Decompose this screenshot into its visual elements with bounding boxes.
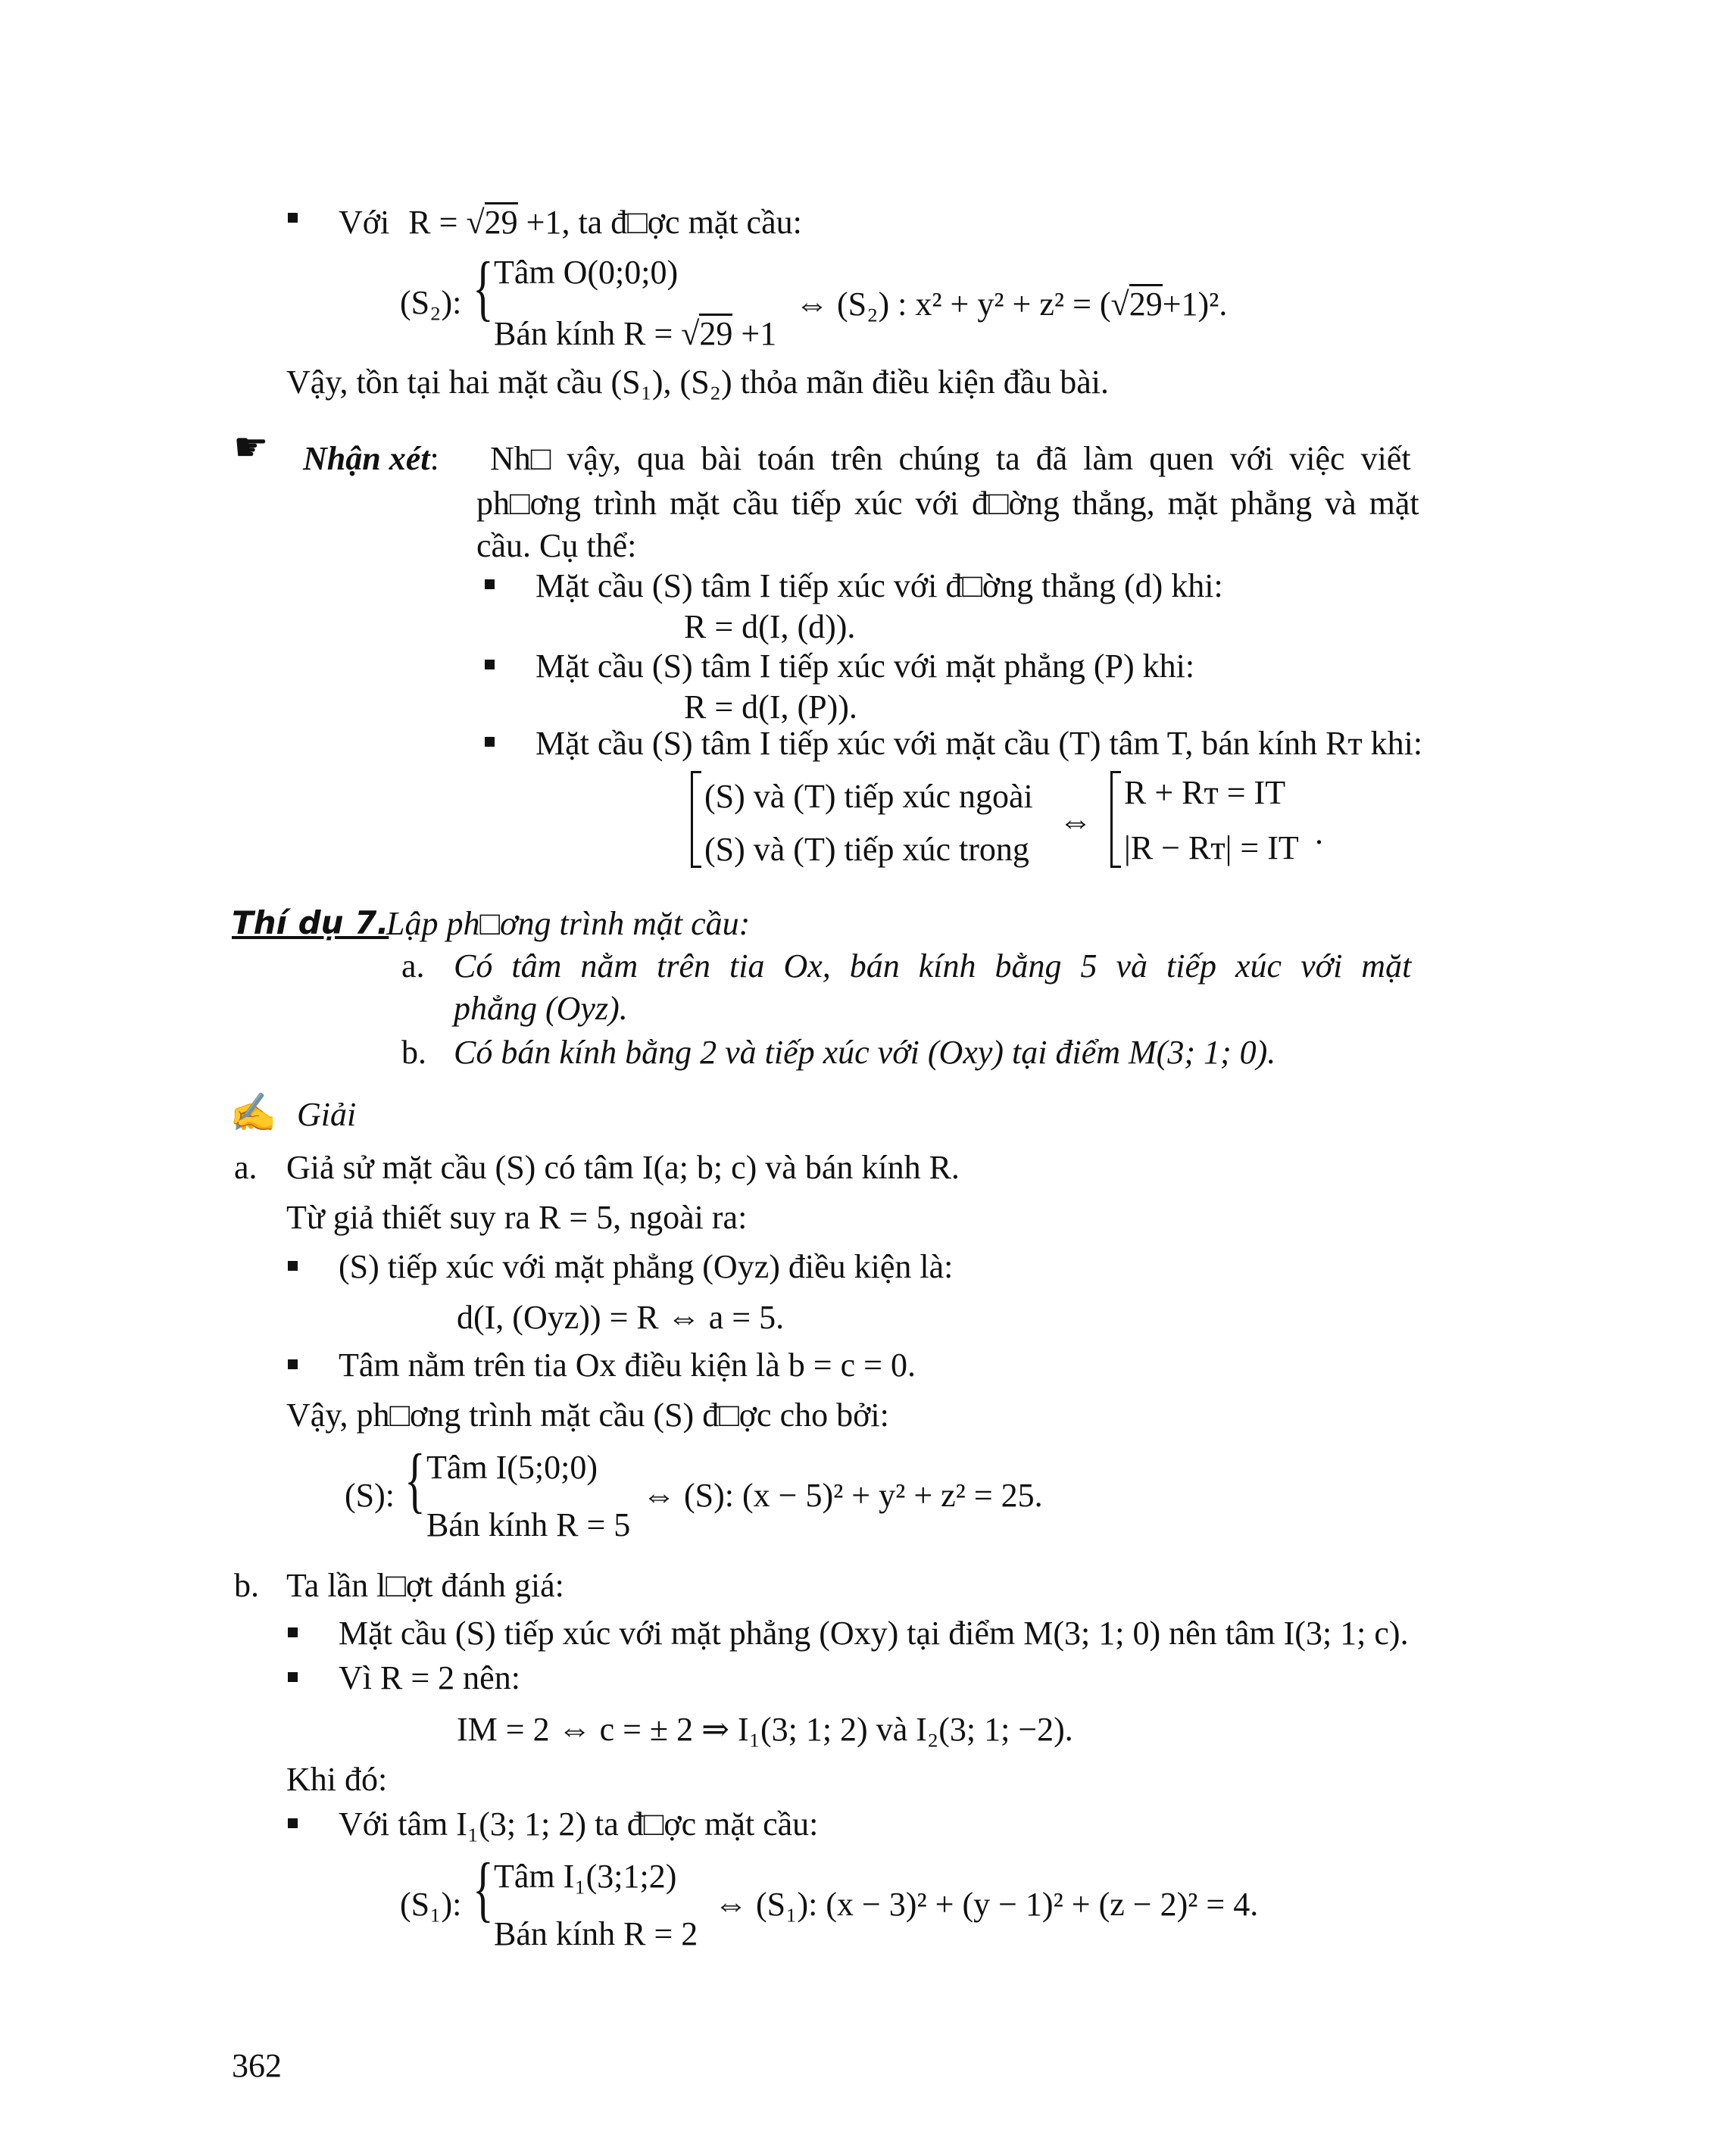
period: . [1315, 814, 1323, 851]
case-internal: (S) và (T) tiếp xúc trong [704, 831, 1029, 868]
bullet [288, 1261, 298, 1271]
remark-label [303, 442, 439, 476]
result-internal-eq: = IT [1240, 829, 1299, 866]
part-a-line-1: Giả sử mặt cầu (S) có tâm I(a; b; c) và bán kính R. [286, 1149, 960, 1186]
remark-bullet-2: Mặt cầu (S) tâm I tiếp xúc với mặt phẳng (P) khi: [535, 648, 1195, 685]
bracket-right [1110, 771, 1113, 868]
case-external: (S) và (T) tiếp xúc ngoài [704, 778, 1033, 815]
s1-center: Tâm I₁(3;1;2) [494, 1858, 677, 1895]
example-title: Lập ph□ơng trình mặt cầu: [386, 905, 751, 942]
part-b-line-3-eq: IM = 2 ⇔ c = ± 2 ⇒ I₁(3; 1; 2) và I₂(3; 1; −2). [457, 1711, 1073, 1748]
s1-radius: Bán kính R = 2 [494, 1915, 698, 1952]
s-radius: Bán kính R = 5 [426, 1506, 631, 1543]
bullet [485, 660, 495, 669]
part-a-line-3: (S) tiếp xúc với mặt phẳng (Oyz) điều kiện là: [339, 1248, 954, 1285]
s2-center: Tâm O(0;0;0) [494, 254, 679, 291]
sqrt-symbol: √ [681, 315, 700, 352]
sqrt-radicand: 29 [1129, 286, 1163, 323]
bullet [288, 1359, 298, 1369]
s2-radius-tail: +1 [741, 315, 777, 352]
abs-bar: | [1225, 829, 1232, 866]
remark-line-2: ph□ơng trình mặt cầu tiếp xúc với đ□ờng thẳng, mặt phẳng và mặt [476, 485, 1419, 522]
s-label: (S): [345, 1477, 395, 1514]
page-number: 362 [232, 2047, 282, 2084]
equivalence-symbol: ⇔ [1059, 803, 1092, 840]
left-brace: { [404, 1439, 426, 1520]
pointing-hand-icon: ☛ [233, 426, 269, 470]
sqrt-radicand: 29 [699, 315, 733, 352]
example-a-line-2: phẳng (Oyz). [454, 990, 628, 1027]
r-value-line [339, 202, 802, 239]
part-b-label: b. [234, 1567, 259, 1604]
example-b-line: Có bán kính bằng 2 và tiếp xúc với (Oxy) tại điểm M(3; 1; 0). [454, 1034, 1276, 1071]
part-a-line-4: Tâm nằm trên tia Ox điều kiện là b = c = 0. [339, 1347, 916, 1384]
remark-bullet-1-eq: R = d(I, (d)). [684, 608, 856, 645]
bracket-left-top [691, 771, 701, 773]
s2-eq-prefix: ⇔ (S₂) : x² + y² + z² = ( [795, 286, 1111, 323]
part-b-line-5: Với tâm I₁(3; 1; 2) ta đ□ợc mặt cầu: [339, 1805, 819, 1843]
s2-radius-prefix: Bán kính R = [494, 315, 673, 352]
r-tail: +1 [526, 204, 562, 241]
s-center: Tâm I(5;0;0) [426, 1449, 598, 1486]
solution-label: Giải [297, 1096, 357, 1133]
remark-colon: : [429, 440, 439, 477]
bracket-left [691, 771, 693, 868]
left-brace: { [473, 247, 494, 328]
bracket-right-bottom [1110, 866, 1121, 868]
sqrt-symbol: √ [466, 204, 485, 241]
conclusion-text: Vậy, tồn tại hai mặt cầu (S₁), (S₂) thỏa mãn điều kiện đầu bài. [286, 364, 1109, 401]
s2-radius [494, 314, 776, 351]
remark-label-text: Nhận xét [303, 440, 430, 477]
with-text: Với [339, 204, 390, 241]
sqrt-symbol: √ [1110, 286, 1129, 323]
bullet [485, 579, 495, 589]
bullet [485, 737, 495, 747]
part-a-line-5: Vậy, ph□ơng trình mặt cầu (S) đ□ợc cho bởi: [286, 1396, 889, 1434]
bracket-right-top [1110, 771, 1121, 773]
bullet [288, 1627, 298, 1637]
sqrt-radicand: 29 [484, 204, 518, 241]
result-internal-diff: R − Rᴛ [1130, 829, 1226, 866]
part-b-line-4: Khi đó: [286, 1761, 388, 1798]
result-external: R + Rᴛ = IT [1124, 774, 1286, 811]
s1-label: (S₁): [400, 1886, 462, 1923]
remark-line-1: Nh□ vậy, qua bài toán trên chúng ta đã làm quen với việc viết [490, 440, 1411, 477]
bullet [288, 1672, 298, 1682]
s2-equation [795, 284, 1227, 321]
part-b-line-3: Vì R = 2 nên: [339, 1659, 520, 1696]
remark-line-3: cầu. Cụ thể: [476, 527, 637, 564]
bracket-left-bottom [691, 866, 701, 868]
part-a-label: a. [234, 1149, 258, 1186]
left-brace: { [473, 1848, 494, 1929]
result-internal [1124, 829, 1299, 866]
remark-bullet-3: Mặt cầu (S) tâm I tiếp xúc với mặt cầu (T) tâm T, bán kính Rᴛ khi: [535, 725, 1423, 762]
part-b-line-2: Mặt cầu (S) tiếp xúc với mặt phẳng (Oxy) tại điểm M(3; 1; 0) nên tâm I(3; 1; c). [339, 1615, 1409, 1652]
remark-bullet-1: Mặt cầu (S) tâm I tiếp xúc với đ□ờng thẳng (d) khi: [535, 567, 1223, 604]
abs-bar: | [1124, 829, 1131, 866]
part-a-line-3-eq: d(I, (Oyz)) = R ⇔ a = 5. [457, 1299, 785, 1336]
s2-label: (S₂): [400, 284, 462, 321]
s-equation: ⇔ (S): (x − 5)² + y² + z² = 25. [642, 1477, 1043, 1514]
bullet [288, 1818, 298, 1828]
s1-equation: ⇔ (S₁): (x − 3)² + (y − 1)² + (z − 2)² = 4. [714, 1886, 1259, 1923]
r-equals: R = [408, 204, 458, 241]
example-b-label: b. [401, 1034, 426, 1071]
part-b-line-1: Ta lần l□ợt đánh giá: [286, 1567, 564, 1604]
example-a-label: a. [401, 947, 425, 985]
bullet [288, 213, 298, 223]
writing-hand-icon: ✍ [229, 1091, 277, 1134]
example-a-line-1: Có tâm nằm trên tia Ox, bán kính bằng 5 và tiếp xúc với mặt [454, 947, 1412, 985]
part-a-line-2: Từ giả thiết suy ra R = 5, ngoài ra: [286, 1199, 748, 1236]
example-heading: Thí dụ 7. [232, 904, 389, 941]
remark-bullet-2-eq: R = d(I, (P)). [684, 688, 857, 726]
s2-eq-tail: +1)². [1162, 286, 1228, 323]
after-r-text: , ta đ□ợc mặt cầu: [561, 204, 802, 241]
